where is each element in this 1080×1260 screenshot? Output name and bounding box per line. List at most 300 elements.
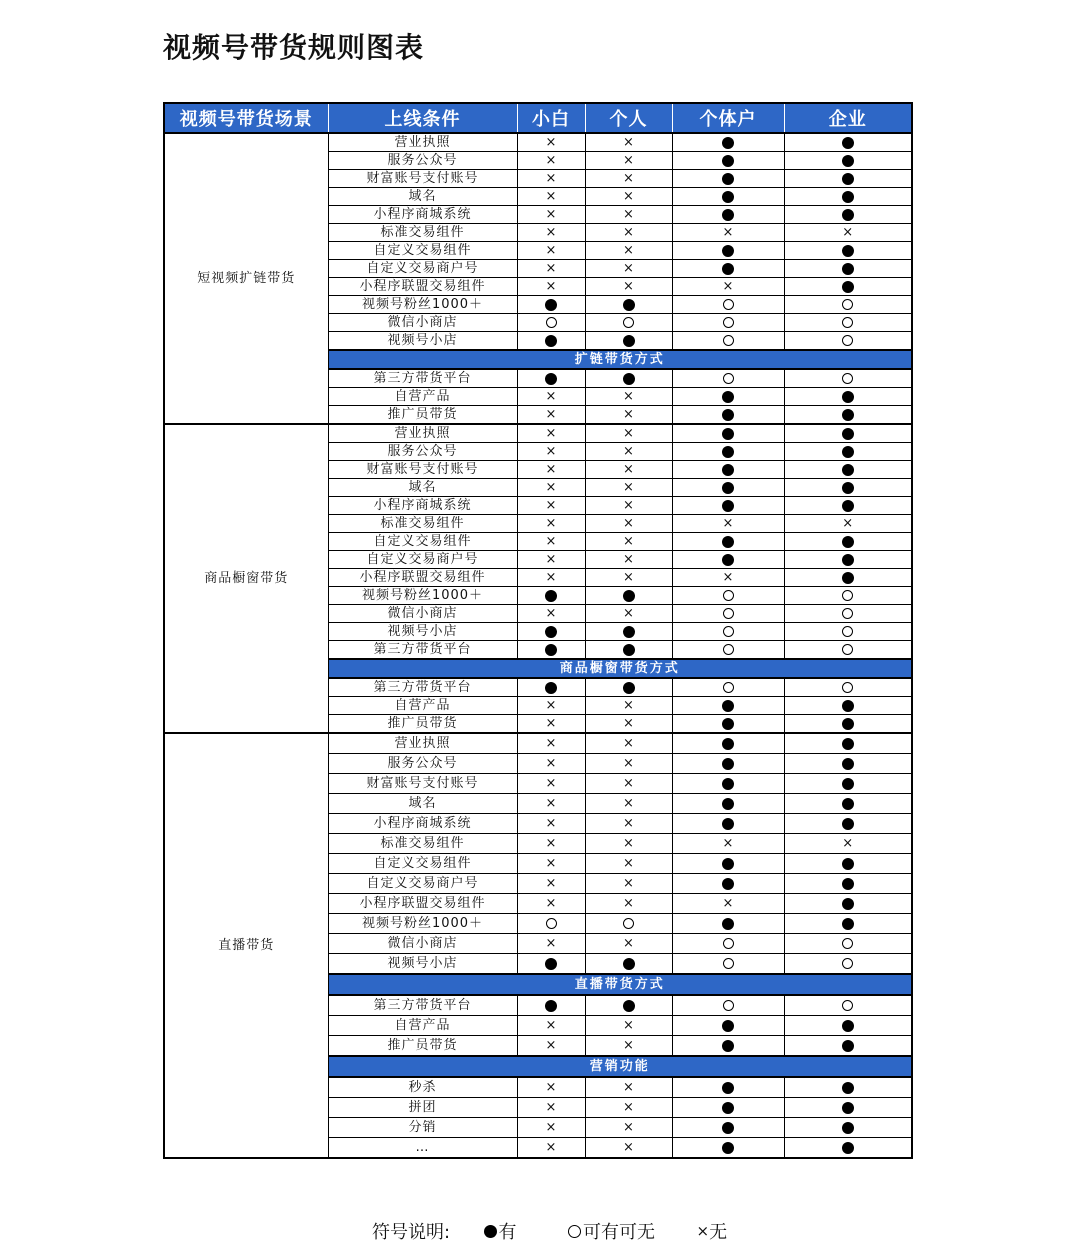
status-cell [585, 388, 672, 406]
status-cell [517, 894, 585, 914]
hollow-circle-icon [723, 608, 734, 619]
cross-icon: × [545, 153, 557, 168]
status-cell [784, 278, 912, 296]
cross-icon: × [545, 243, 557, 258]
status-cell [672, 678, 784, 697]
hollow-circle-icon [723, 373, 734, 384]
status-cell [784, 188, 912, 206]
status-cell [517, 479, 585, 497]
filled-circle-icon [842, 446, 854, 458]
hollow-circle-icon [842, 299, 853, 310]
condition-cell: 自定义交易组件 [328, 854, 517, 874]
cross-icon: × [623, 389, 634, 404]
cross-icon: × [722, 896, 734, 911]
cross-icon: × [623, 480, 634, 495]
condition-cell: 自定义交易商户号 [328, 874, 517, 894]
cross-icon: × [623, 716, 634, 731]
hollow-circle-icon [842, 938, 853, 949]
condition-cell: … [328, 1138, 517, 1159]
filled-circle-icon [545, 299, 557, 311]
filled-circle-icon [842, 1040, 854, 1052]
status-cell [517, 461, 585, 479]
status-cell [784, 224, 912, 242]
status-cell [672, 332, 784, 351]
table-header-row [164, 103, 912, 133]
status-cell [517, 1016, 585, 1036]
rules-table-wrapper [163, 102, 911, 1159]
filled-circle-icon [842, 898, 854, 910]
status-cell [585, 995, 672, 1016]
filled-circle-icon [842, 409, 854, 421]
cross-icon: × [623, 516, 634, 531]
cross-icon: × [623, 570, 634, 585]
hollow-circle-icon [723, 299, 734, 310]
cross-icon: × [623, 171, 634, 186]
status-cell [585, 934, 672, 954]
cross-icon: × [722, 836, 734, 851]
cross-icon: × [722, 570, 734, 585]
status-cell [585, 794, 672, 814]
header-condition: 上线条件 [328, 103, 517, 133]
status-cell [517, 569, 585, 587]
status-cell [585, 854, 672, 874]
status-cell [784, 551, 912, 569]
condition-cell: 营业执照 [328, 733, 517, 754]
filled-circle-icon [484, 1225, 497, 1238]
cross-icon: × [545, 876, 557, 891]
status-cell [672, 515, 784, 533]
condition-cell: 财富账号支付账号 [328, 170, 517, 188]
condition-cell: 域名 [328, 188, 517, 206]
condition-cell: 自定义交易组件 [328, 242, 517, 260]
status-cell [672, 1036, 784, 1057]
table-row [164, 733, 912, 754]
condition-cell: 标准交易组件 [328, 515, 517, 533]
status-cell [585, 715, 672, 734]
status-cell [672, 533, 784, 551]
condition-cell: 推广员带货 [328, 1036, 517, 1057]
filled-circle-icon [722, 155, 734, 167]
cross-icon: × [623, 135, 634, 150]
status-cell [784, 678, 912, 697]
condition-cell: 营业执照 [328, 424, 517, 443]
filled-circle-icon [545, 626, 557, 638]
cross-icon: × [545, 1120, 557, 1135]
condition-cell: 第三方带货平台 [328, 641, 517, 660]
status-cell [784, 697, 912, 715]
hollow-circle-icon [723, 335, 734, 346]
status-cell [672, 834, 784, 854]
status-cell [672, 461, 784, 479]
status-cell [517, 497, 585, 515]
status-cell [585, 1036, 672, 1057]
cross-icon: × [623, 836, 634, 851]
cross-icon: × [623, 1100, 634, 1115]
hollow-circle-icon [842, 590, 853, 601]
condition-cell: 小程序联盟交易组件 [328, 894, 517, 914]
cross-icon: × [545, 279, 557, 294]
filled-circle-icon [722, 446, 734, 458]
status-cell [784, 733, 912, 754]
cross-icon: × [623, 1018, 634, 1033]
condition-cell: 推广员带货 [328, 715, 517, 734]
condition-cell: 秒杀 [328, 1077, 517, 1098]
filled-circle-icon [722, 554, 734, 566]
filled-circle-icon [842, 918, 854, 930]
cross-icon: × [623, 498, 634, 513]
filled-circle-icon [842, 173, 854, 185]
cross-icon: × [623, 816, 634, 831]
cross-icon: × [545, 1018, 557, 1033]
filled-circle-icon [722, 1122, 734, 1134]
cross-icon: × [545, 207, 557, 222]
table-row [164, 133, 912, 152]
filled-circle-icon [722, 500, 734, 512]
status-cell [784, 834, 912, 854]
condition-cell: 小程序联盟交易组件 [328, 569, 517, 587]
status-cell [517, 188, 585, 206]
status-cell [585, 605, 672, 623]
hollow-circle-icon [842, 373, 853, 384]
legend-prefix: 符号说明: [372, 1222, 451, 1243]
status-cell [784, 260, 912, 278]
status-cell [672, 894, 784, 914]
cross-icon: × [623, 936, 634, 951]
subsection-title: 商品橱窗带货方式 [328, 659, 912, 678]
cross-icon: × [545, 716, 557, 731]
status-cell [784, 1118, 912, 1138]
status-cell [517, 697, 585, 715]
status-cell [517, 754, 585, 774]
status-cell [517, 533, 585, 551]
status-cell [672, 854, 784, 874]
cross-icon: × [623, 153, 634, 168]
filled-circle-icon [623, 682, 635, 694]
status-cell [585, 954, 672, 975]
status-cell [517, 715, 585, 734]
cross-icon: × [623, 736, 634, 751]
condition-cell: 标准交易组件 [328, 834, 517, 854]
filled-circle-icon [722, 798, 734, 810]
legend-none-label: 无 [709, 1222, 728, 1243]
status-cell [784, 914, 912, 934]
filled-circle-icon [842, 700, 854, 712]
status-cell [672, 754, 784, 774]
cross-icon: × [545, 776, 557, 791]
status-cell [672, 188, 784, 206]
status-cell [672, 152, 784, 170]
status-cell [585, 754, 672, 774]
cross-icon: × [722, 516, 734, 531]
status-cell [672, 995, 784, 1016]
status-cell [784, 814, 912, 834]
status-cell [517, 605, 585, 623]
status-cell [517, 242, 585, 260]
status-cell [517, 587, 585, 605]
status-cell [585, 332, 672, 351]
cross-icon: × [842, 836, 854, 851]
condition-cell: 自营产品 [328, 697, 517, 715]
condition-cell: 分销 [328, 1118, 517, 1138]
status-cell [784, 479, 912, 497]
hollow-circle-icon [842, 644, 853, 655]
status-cell [672, 224, 784, 242]
status-cell [517, 1138, 585, 1159]
hollow-circle-icon [723, 682, 734, 693]
status-cell [585, 461, 672, 479]
filled-circle-icon [722, 700, 734, 712]
cross-icon: × [545, 936, 557, 951]
cross-icon: × [545, 552, 557, 567]
status-cell [784, 133, 912, 152]
status-cell [672, 406, 784, 425]
status-cell [585, 697, 672, 715]
status-cell [585, 206, 672, 224]
status-cell [784, 424, 912, 443]
status-cell [585, 733, 672, 754]
filled-circle-icon [722, 263, 734, 275]
filled-circle-icon [722, 173, 734, 185]
legend-filled-label: 有 [498, 1222, 517, 1243]
status-cell [517, 794, 585, 814]
status-cell [672, 605, 784, 623]
status-cell [784, 533, 912, 551]
status-cell [672, 133, 784, 152]
subsection-title: 扩链带货方式 [328, 350, 912, 369]
hollow-circle-icon [723, 1000, 734, 1011]
condition-cell: 视频号小店 [328, 332, 517, 351]
cross-icon: × [545, 570, 557, 585]
status-cell [585, 152, 672, 170]
condition-cell: 第三方带货平台 [328, 995, 517, 1016]
status-cell [585, 479, 672, 497]
status-cell [517, 133, 585, 152]
filled-circle-icon [842, 500, 854, 512]
cross-icon: × [842, 516, 854, 531]
hollow-circle-icon [623, 317, 634, 328]
status-cell [585, 641, 672, 660]
condition-cell: 自营产品 [328, 388, 517, 406]
filled-circle-icon [842, 858, 854, 870]
status-cell [672, 814, 784, 834]
status-cell [784, 623, 912, 641]
status-cell [517, 296, 585, 314]
hollow-circle-icon [723, 938, 734, 949]
cross-icon: × [545, 736, 557, 751]
cross-icon: × [545, 698, 557, 713]
condition-cell: 视频号小店 [328, 623, 517, 641]
cross-icon: × [545, 796, 557, 811]
status-cell [672, 1118, 784, 1138]
cross-icon: × [545, 444, 557, 459]
cross-icon: × [623, 552, 634, 567]
cross-icon: × [623, 225, 634, 240]
hollow-circle-icon [546, 918, 557, 929]
condition-cell: 小程序商城系统 [328, 814, 517, 834]
filled-circle-icon [623, 644, 635, 656]
rules-table [163, 102, 913, 1159]
status-cell [585, 587, 672, 605]
status-cell [672, 623, 784, 641]
cross-icon: × [545, 756, 557, 771]
status-cell [585, 533, 672, 551]
header-getihu: 个体户 [672, 103, 784, 133]
status-cell [585, 623, 672, 641]
cross-icon: × [545, 389, 557, 404]
status-cell [585, 515, 672, 533]
status-cell [784, 369, 912, 388]
status-cell [784, 934, 912, 954]
status-cell [517, 152, 585, 170]
cross-icon: × [623, 261, 634, 276]
header-scene: 视频号带货场景 [164, 103, 328, 133]
filled-circle-icon [842, 1102, 854, 1114]
filled-circle-icon [722, 191, 734, 203]
status-cell [517, 623, 585, 641]
status-cell [672, 388, 784, 406]
filled-circle-icon [722, 245, 734, 257]
cross-icon: × [545, 189, 557, 204]
status-cell [784, 754, 912, 774]
cross-icon: × [623, 856, 634, 871]
status-cell [517, 814, 585, 834]
filled-circle-icon [842, 281, 854, 293]
cross-icon: × [623, 189, 634, 204]
cross-icon: × [545, 1080, 557, 1095]
subsection-title: 直播带货方式 [328, 974, 912, 995]
filled-circle-icon [842, 428, 854, 440]
status-cell [672, 641, 784, 660]
condition-cell: 小程序商城系统 [328, 206, 517, 224]
filled-circle-icon [722, 878, 734, 890]
condition-cell: 微信小商店 [328, 934, 517, 954]
status-cell [585, 1138, 672, 1159]
cross-icon: × [623, 796, 634, 811]
status-cell [585, 242, 672, 260]
status-cell [585, 1016, 672, 1036]
cross-icon: × [545, 516, 557, 531]
cross-icon: × [545, 407, 557, 422]
hollow-circle-icon [842, 626, 853, 637]
status-cell [517, 678, 585, 697]
filled-circle-icon [722, 1020, 734, 1032]
cross-icon: × [545, 534, 557, 549]
cross-icon: × [623, 606, 634, 621]
filled-circle-icon [842, 1122, 854, 1134]
cross-icon: × [545, 816, 557, 831]
filled-circle-icon [842, 554, 854, 566]
status-cell [672, 774, 784, 794]
cross-icon: × [545, 480, 557, 495]
condition-cell: 小程序商城系统 [328, 497, 517, 515]
filled-circle-icon [722, 536, 734, 548]
filled-circle-icon [623, 335, 635, 347]
status-cell [784, 854, 912, 874]
status-cell [784, 1036, 912, 1057]
status-cell [517, 914, 585, 934]
filled-circle-icon [842, 482, 854, 494]
filled-circle-icon [722, 137, 734, 149]
status-cell [517, 443, 585, 461]
filled-circle-icon [623, 299, 635, 311]
filled-circle-icon [842, 1082, 854, 1094]
status-cell [517, 1077, 585, 1098]
status-cell [517, 934, 585, 954]
status-cell [784, 515, 912, 533]
status-cell [585, 424, 672, 443]
condition-cell: 微信小商店 [328, 605, 517, 623]
hollow-circle-icon [723, 590, 734, 601]
status-cell [585, 914, 672, 934]
status-cell [784, 569, 912, 587]
cross-icon: × [623, 1038, 634, 1053]
filled-circle-icon [842, 572, 854, 584]
status-cell [784, 152, 912, 170]
cross-icon: × [545, 1038, 557, 1053]
condition-cell: 第三方带货平台 [328, 369, 517, 388]
status-cell [672, 954, 784, 975]
cross-icon: × [545, 896, 557, 911]
status-cell [517, 1036, 585, 1057]
status-cell [784, 1138, 912, 1159]
condition-cell: 微信小商店 [328, 314, 517, 332]
filled-circle-icon [842, 1142, 854, 1154]
hollow-circle-icon [723, 626, 734, 637]
cross-icon: × [623, 407, 634, 422]
cross-icon: × [696, 1222, 710, 1240]
cross-icon: × [545, 836, 557, 851]
status-cell [784, 497, 912, 515]
status-cell [517, 515, 585, 533]
status-cell [585, 170, 672, 188]
status-cell [672, 551, 784, 569]
status-cell [585, 497, 672, 515]
filled-circle-icon [842, 191, 854, 203]
hollow-circle-icon [723, 958, 734, 969]
header-geren: 个人 [585, 103, 672, 133]
page-title: 视频号带货规则图表 [163, 31, 425, 64]
hollow-circle-icon [568, 1225, 581, 1238]
cross-icon: × [623, 426, 634, 441]
status-cell [517, 224, 585, 242]
status-cell [784, 1077, 912, 1098]
status-cell [517, 278, 585, 296]
filled-circle-icon [842, 738, 854, 750]
filled-circle-icon [722, 209, 734, 221]
status-cell [585, 894, 672, 914]
filled-circle-icon [842, 209, 854, 221]
hollow-circle-icon [723, 317, 734, 328]
header-xiaobai: 小白 [517, 103, 585, 133]
status-cell [517, 954, 585, 975]
cross-icon: × [545, 498, 557, 513]
cross-icon: × [722, 225, 734, 240]
status-cell [517, 1118, 585, 1138]
status-cell [672, 424, 784, 443]
status-cell [585, 278, 672, 296]
cross-icon: × [545, 225, 557, 240]
header-qiye: 企业 [784, 103, 912, 133]
hollow-circle-icon [842, 335, 853, 346]
filled-circle-icon [722, 1102, 734, 1114]
condition-cell: 财富账号支付账号 [328, 774, 517, 794]
status-cell [672, 260, 784, 278]
filled-circle-icon [722, 918, 734, 930]
status-cell [784, 206, 912, 224]
status-cell [672, 914, 784, 934]
condition-cell: 标准交易组件 [328, 224, 517, 242]
status-cell [517, 369, 585, 388]
